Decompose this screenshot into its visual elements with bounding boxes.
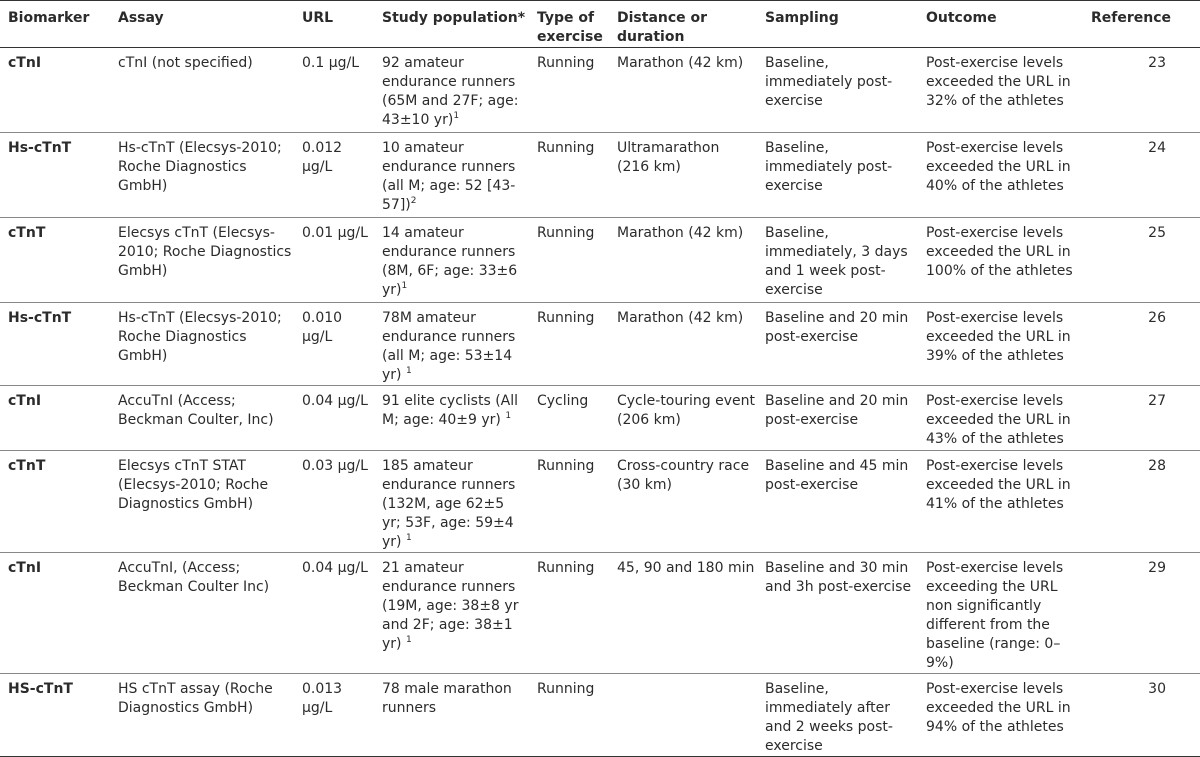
sampling-cell: Baseline and 30 min and 3h post-exercise bbox=[759, 553, 920, 674]
sampling-cell: Baseline, immediately post-exercise bbox=[759, 48, 920, 133]
outcome-cell: Post-exercise levels exceeded the URL in 40% of the athletes bbox=[920, 133, 1085, 218]
footnote-marker: 1 bbox=[505, 411, 512, 421]
exercise-cell: Running bbox=[531, 451, 611, 553]
exercise-cell: Running bbox=[531, 218, 611, 303]
biomarker-cell: Hs-cTnT bbox=[0, 133, 112, 218]
url-cell: 0.010 µg/L bbox=[296, 303, 376, 386]
header-url: URL bbox=[296, 1, 376, 48]
outcome-cell: Post-exercise levels exceeded the URL in 100% of the athletes bbox=[920, 218, 1085, 303]
population-cell: 92 amateur endurance runners (65M and 27F; age: 43±10 yr)$^1$ bbox=[376, 48, 531, 133]
footnote-marker: 2 bbox=[410, 196, 417, 206]
footnote-marker: 1 bbox=[405, 635, 412, 645]
exercise-cell: Running bbox=[531, 674, 611, 757]
header-outcome: Outcome bbox=[920, 1, 1085, 48]
reference-cell: 24 bbox=[1085, 133, 1200, 218]
assay-cell: cTnI (not specified) bbox=[112, 48, 296, 133]
outcome-cell: Post-exercise levels exceeded the URL in 41% of the athletes bbox=[920, 451, 1085, 553]
table-row bbox=[0, 553, 1200, 674]
distance-cell bbox=[611, 674, 759, 757]
biomarker-cell: cTnT bbox=[0, 218, 112, 303]
table-row bbox=[0, 303, 1200, 386]
assay-cell: Elecsys cTnT (Elecsys-2010; Roche Diagnostics GmbH) bbox=[112, 218, 296, 303]
exercise-cell: Running bbox=[531, 303, 611, 386]
table-row bbox=[0, 386, 1200, 451]
reference-cell: 30 bbox=[1085, 674, 1200, 757]
header-distance: Distance or duration bbox=[611, 1, 759, 48]
outcome-cell: Post-exercise levels exceeded the URL in 32% of the athletes bbox=[920, 48, 1085, 133]
table-row bbox=[0, 133, 1200, 218]
population-cell: 91 elite cyclists (All M; age: 40±9 yr) $^1$ bbox=[376, 386, 531, 451]
reference-cell: 29 bbox=[1085, 553, 1200, 674]
table-row bbox=[0, 218, 1200, 303]
biomarker-cell: Hs-cTnT bbox=[0, 303, 112, 386]
url-cell: 0.01 µg/L bbox=[296, 218, 376, 303]
footnote-marker: 1 bbox=[405, 533, 412, 543]
url-cell: 0.013 µg/L bbox=[296, 674, 376, 757]
table-row bbox=[0, 674, 1200, 757]
sampling-cell: Baseline, immediately post-exercise bbox=[759, 133, 920, 218]
header-row bbox=[0, 1, 1200, 48]
reference-cell: 25 bbox=[1085, 218, 1200, 303]
sampling-cell: Baseline, immediately after and 2 weeks post-exercise bbox=[759, 674, 920, 757]
distance-cell: Cross-country race (30 km) bbox=[611, 451, 759, 553]
assay-cell: Elecsys cTnT STAT (Elecsys-2010; Roche Diagnostics GmbH) bbox=[112, 451, 296, 553]
footnote-marker: 1 bbox=[453, 111, 460, 121]
population-cell: 78M amateur endurance runners (all M; age: 53±14 yr) $^1$ bbox=[376, 303, 531, 386]
population-cell: 21 amateur endurance runners (19M, age: 38±8 yr and 2F; age: 38±1 yr) $^1$ bbox=[376, 553, 531, 674]
population-cell: 10 amateur endurance runners (all M; age: 52 [43-57])$^2$ bbox=[376, 133, 531, 218]
exercise-cell: Running bbox=[531, 553, 611, 674]
assay-cell: Hs-cTnT (Elecsys-2010; Roche Diagnostics GmbH) bbox=[112, 133, 296, 218]
table-header bbox=[0, 1, 1200, 48]
footnote-marker: 1 bbox=[405, 366, 412, 376]
assay-cell: AccuTnI (Access; Beckman Coulter, Inc) bbox=[112, 386, 296, 451]
reference-cell: 23 bbox=[1085, 48, 1200, 133]
assay-cell: AccuTnI, (Access; Beckman Coulter Inc) bbox=[112, 553, 296, 674]
distance-cell: Ultramarathon (216 km) bbox=[611, 133, 759, 218]
outcome-cell: Post-exercise levels exceeded the URL in 39% of the athletes bbox=[920, 303, 1085, 386]
url-cell: 0.1 µg/L bbox=[296, 48, 376, 133]
assay-cell: Hs-cTnT (Elecsys-2010; Roche Diagnostics GmbH) bbox=[112, 303, 296, 386]
url-cell: 0.04 µg/L bbox=[296, 386, 376, 451]
table-body bbox=[0, 48, 1200, 757]
outcome-cell: Post-exercise levels exceeded the URL in 43% of the athletes bbox=[920, 386, 1085, 451]
exercise-cell: Cycling bbox=[531, 386, 611, 451]
biomarker-cell: cTnI bbox=[0, 553, 112, 674]
distance-cell: Cycle-touring event (206 km) bbox=[611, 386, 759, 451]
distance-cell: 45, 90 and 180 min bbox=[611, 553, 759, 674]
table-row bbox=[0, 48, 1200, 133]
biomarker-cell: cTnI bbox=[0, 386, 112, 451]
url-cell: 0.012 µg/L bbox=[296, 133, 376, 218]
population-cell: 14 amateur endurance runners (8M, 6F; age: 33±6 yr)$^1$ bbox=[376, 218, 531, 303]
distance-cell: Marathon (42 km) bbox=[611, 48, 759, 133]
biomarker-cell: cTnI bbox=[0, 48, 112, 133]
population-cell: 185 amateur endurance runners (132M, age 62±5 yr; 53F, age: 59±4 yr) $^1$ bbox=[376, 451, 531, 553]
population-cell: 78 male marathon runners bbox=[376, 674, 531, 757]
table-row bbox=[0, 451, 1200, 553]
sampling-cell: Baseline, immediately, 3 days and 1 week post-exercise bbox=[759, 218, 920, 303]
header-reference: Reference bbox=[1085, 1, 1200, 48]
header-exercise: Type of exercise bbox=[531, 1, 611, 48]
reference-cell: 26 bbox=[1085, 303, 1200, 386]
header-assay: Assay bbox=[112, 1, 296, 48]
exercise-cell: Running bbox=[531, 133, 611, 218]
distance-cell: Marathon (42 km) bbox=[611, 218, 759, 303]
sampling-cell: Baseline and 45 min post-exercise bbox=[759, 451, 920, 553]
outcome-cell: Post-exercise levels exceeding the URL non significantly different from the baseline (range: 0–9%) bbox=[920, 553, 1085, 674]
url-cell: 0.03 µg/L bbox=[296, 451, 376, 553]
url-cell: 0.04 µg/L bbox=[296, 553, 376, 674]
sampling-cell: Baseline and 20 min post-exercise bbox=[759, 303, 920, 386]
distance-cell: Marathon (42 km) bbox=[611, 303, 759, 386]
header-population: Study population* bbox=[376, 1, 531, 48]
exercise-cell: Running bbox=[531, 48, 611, 133]
biomarker-cell: cTnT bbox=[0, 451, 112, 553]
reference-cell: 28 bbox=[1085, 451, 1200, 553]
reference-cell: 27 bbox=[1085, 386, 1200, 451]
header-biomarker: Biomarker bbox=[0, 1, 112, 48]
assay-cell: HS cTnT assay (Roche Diagnostics GmbH) bbox=[112, 674, 296, 757]
sampling-cell: Baseline and 20 min post-exercise bbox=[759, 386, 920, 451]
biomarker-cell: HS-cTnT bbox=[0, 674, 112, 757]
outcome-cell: Post-exercise levels exceeded the URL in 94% of the athletes bbox=[920, 674, 1085, 757]
footnote-marker: 1 bbox=[401, 281, 408, 291]
header-sampling: Sampling bbox=[759, 1, 920, 48]
